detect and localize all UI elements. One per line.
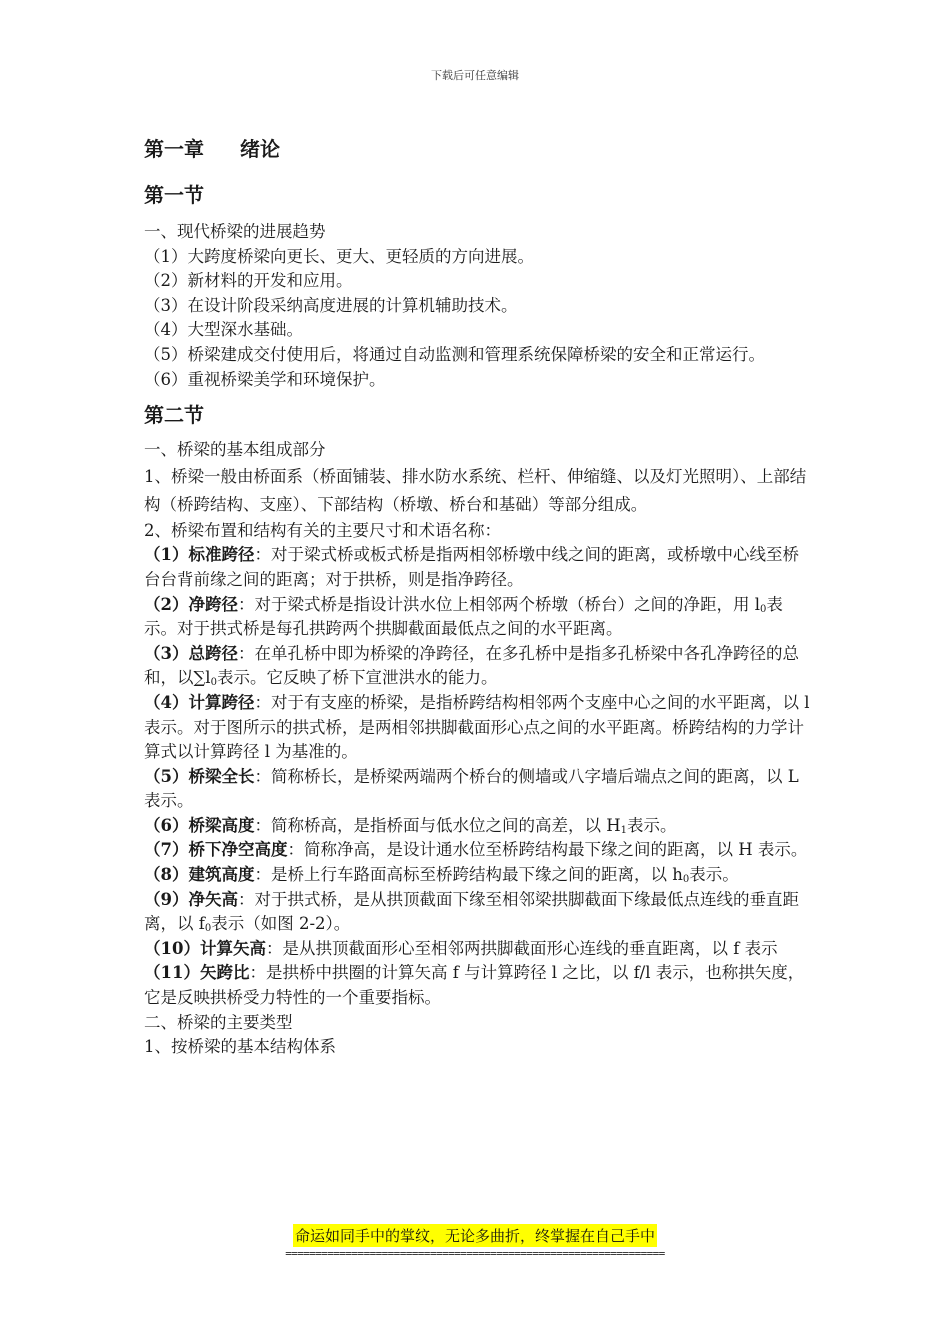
term-item xyxy=(144,863,814,888)
term-subscript: 0 xyxy=(204,923,212,935)
term-text-rest: 表示。对于拱式桥是每孔拱跨两个拱脚截面最低点之间的水平距离。 xyxy=(144,594,783,639)
term-text-rest: 表示（如图 2-2）。 xyxy=(211,914,351,934)
term-label: （1）标准跨径 xyxy=(144,545,255,565)
term-subscript: 1 xyxy=(620,824,627,836)
term-item xyxy=(144,814,814,839)
section-1-line: （2）新材料的开发和应用。 xyxy=(144,271,353,291)
header-note: 下载后可任意编辑 xyxy=(431,69,519,82)
term-subscript: 0 xyxy=(760,603,767,615)
section-1-line: （6）重视桥梁美学和环境保护。 xyxy=(144,369,386,389)
term-label: （2）净跨径 xyxy=(144,594,238,614)
term-subscript: 0 xyxy=(682,874,690,886)
term-item xyxy=(144,937,814,962)
term-text: ：对于有支座的桥梁，是指桥跨结构相邻两个支座中心之间的水平距离，以 l 表示。对于图所示的拱式桥，是两相邻拱脚截面形心点之间的水平距离。桥跨结构的力学计算式以计算跨径 l 为基准的。 xyxy=(144,692,810,762)
section-1-line: （3）在设计阶段采纳高度进展的计算机辅助技术。 xyxy=(144,295,518,315)
section-1-list xyxy=(144,220,814,392)
term-label: （7）桥下净空高度 xyxy=(144,840,288,860)
term-label: （5）桥梁全长 xyxy=(144,766,255,786)
term-item xyxy=(144,961,814,1010)
footer xyxy=(0,1224,950,1247)
term-item xyxy=(144,765,814,814)
section-2-para-2: 2、桥梁布置和结构有关的主要尺寸和术语名称： xyxy=(144,520,501,540)
term-label: （3）总跨径 xyxy=(144,643,238,663)
term-label: （11）矢跨比 xyxy=(144,963,250,983)
term-item xyxy=(144,642,814,691)
term-text: ：对于拱式桥，是从拱顶截面下缘至相邻梁拱脚截面下缘最低点连线的垂直距离，以 f xyxy=(144,889,799,934)
section-2-title: 第二节 xyxy=(144,403,204,428)
section-1-line: （4）大型深水基础。 xyxy=(144,320,303,340)
term-text: ：对于梁式桥或板式桥是指两相邻桥墩中线之间的距离，或桥墩中心线至桥台台背前缘之间的距离；对于拱桥，则是指净跨径。 xyxy=(144,545,799,589)
section-2-heading: 一、桥梁的基本组成部分 xyxy=(144,440,326,460)
term-item xyxy=(144,543,814,592)
chapter-number: 第一章 xyxy=(144,137,204,161)
term-item xyxy=(144,593,814,642)
term-text: ：简称桥高，是指桥面与低水位之间的高差，以 H xyxy=(254,815,621,835)
footer-rule: =============================================================== xyxy=(285,1247,665,1260)
term-item xyxy=(144,691,814,765)
term-text-rest: 表示。 xyxy=(627,815,677,835)
section-2-para-1: 1、桥梁一般由桥面系（桥面铺装、排水防水系统、栏杆、伸缩缝、以及灯光照明）、上部结构（桥跨结构、支座）、下部结构（桥墩、桥台和基础）等部分组成。 xyxy=(144,466,807,514)
chapter-name: 绪论 xyxy=(240,137,280,161)
term-label: （9）净矢高 xyxy=(144,889,238,909)
term-label: （4）计算跨径 xyxy=(144,692,255,712)
term-item xyxy=(144,888,814,937)
term-subscript: 0 xyxy=(210,677,217,689)
section-1-line: （1）大跨度桥梁向更长、更大、更轻质的方向进展。 xyxy=(144,246,534,266)
term-text: ：是从拱顶截面形心至相邻两拱脚截面形心连线的垂直距离，以 f 表示 xyxy=(265,938,778,958)
term-text: ：在单孔桥中即为桥梁的净跨径，在多孔桥中是指多孔桥梁中各孔净跨径的总和，以∑l xyxy=(144,643,799,688)
term-item xyxy=(144,838,814,863)
term-text-rest: 表示。 xyxy=(689,865,739,885)
document-body xyxy=(144,134,814,1060)
term-list xyxy=(144,543,814,1010)
term-text: ：是拱桥中拱圈的计算矢高 f 与计算跨径 l 之比，以 f/l 表示，也称拱矢度，它是反映拱桥受力特性的一个重要指标。 xyxy=(144,963,805,1008)
term-label: （6）桥梁高度 xyxy=(144,815,255,835)
section-2-heading-2: 二、桥梁的主要类型 xyxy=(144,1012,293,1032)
term-label: （10）计算矢高 xyxy=(144,938,266,958)
section-1-line: （5）桥梁建成交付使用后，将通过自动监测和管理系统保障桥梁的安全和正常运行。 xyxy=(144,344,765,364)
section-2-item-1: 1、按桥梁的基本结构体系 xyxy=(144,1037,336,1057)
term-text: ：是桥上行车路面高标至桥跨结构最下缘之间的距离，以 h xyxy=(254,865,683,885)
term-text: ：简称净高，是设计通水位至桥跨结构最下缘之间的距离，以 H 表示。 xyxy=(287,840,808,860)
term-text: ：对于梁式桥是指设计洪水位上相邻两个桥墩（桥台）之间的净距，用 l xyxy=(237,594,761,614)
term-text-rest: 表示。它反映了桥下宣泄洪水的能力。 xyxy=(216,668,498,688)
chapter-title xyxy=(144,134,814,174)
footer-motto: 命运如同手中的掌纹，无论多曲折，终掌握在自己手中 xyxy=(293,1224,657,1247)
term-text: ：简称桥长，是桥梁两端两个桥台的侧墙或八字墙后端点之间的距离，以 L 表示。 xyxy=(144,766,799,811)
term-label: （8）建筑高度 xyxy=(144,865,255,885)
section-1-line: 一、现代桥梁的进展趋势 xyxy=(144,222,326,241)
section-1-title: 第一节 xyxy=(144,183,204,207)
